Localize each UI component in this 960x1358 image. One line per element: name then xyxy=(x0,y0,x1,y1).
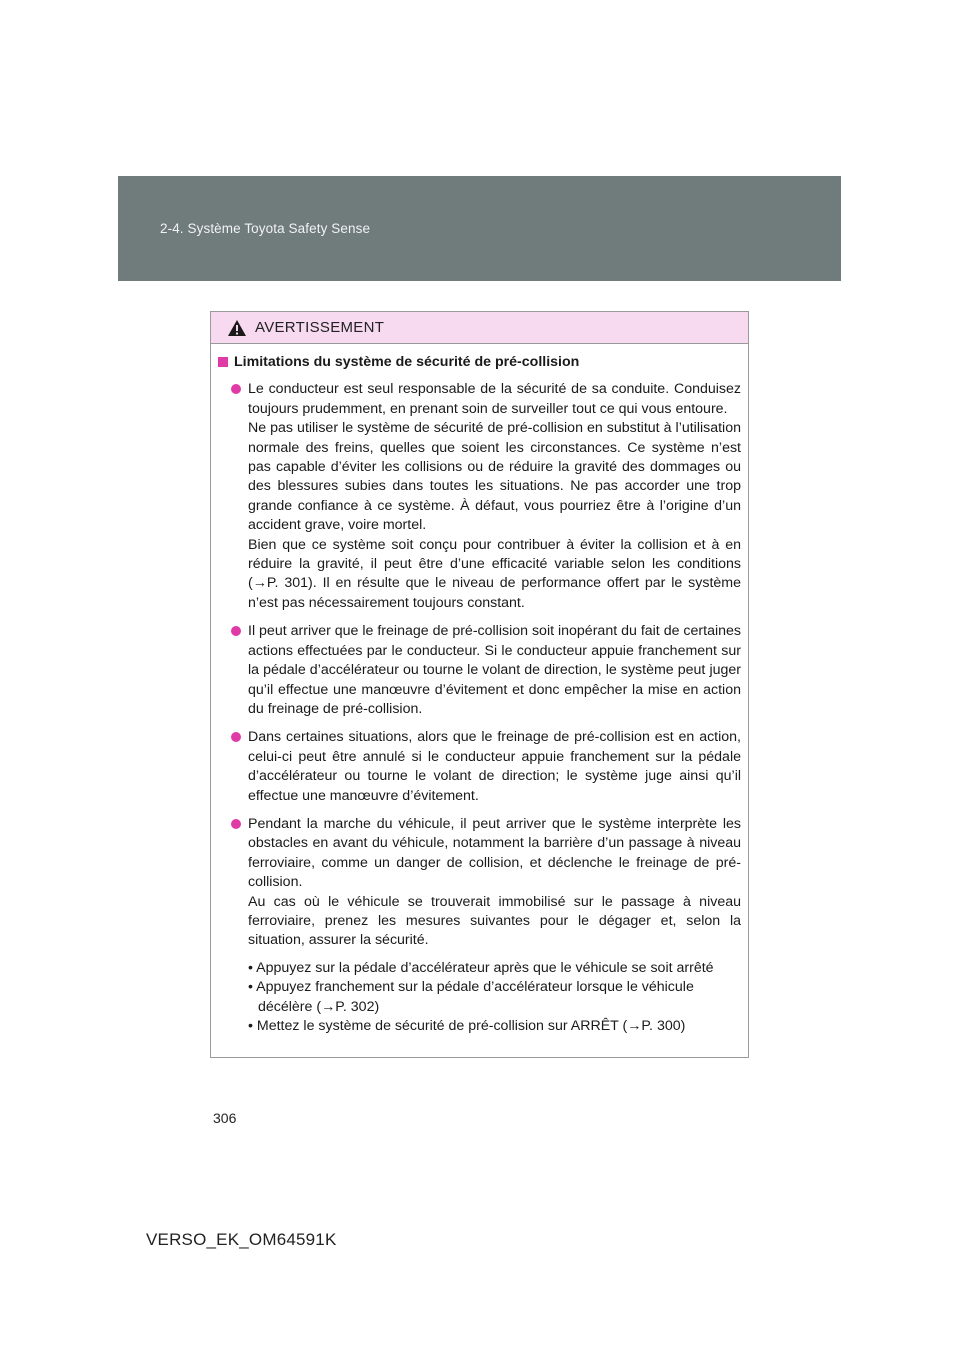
round-bullet-icon xyxy=(231,626,241,636)
warning-body xyxy=(211,344,748,1036)
item-paragraph: Ne pas utiliser le système de sécurité de pré-collision en substitut à l’utilisation normale des freins, quelles que soient les circonstances. Ce système n’est pas capable d’éviter les collisions ou de réduire la gravité des dommages ou des blessures subies dans toutes les situations. Ne pas accorder une trop grande confiance à ce système. À défaut, vous pourriez être à l’origine d’un accident grave, voire mortel. xyxy=(248,420,741,534)
warning-item xyxy=(231,815,741,1036)
action-list xyxy=(248,959,741,1037)
round-bullet-icon xyxy=(231,819,241,829)
warning-item xyxy=(231,622,741,719)
action-list-item: • Mettez le système de sécurité de pré-collision sur ARRÊT (→P. 300) xyxy=(248,1018,686,1034)
item-paragraph: Le conducteur est seul responsable de la sécurité de sa conduite. Conduisez toujours prudemment, en prenant soin de surveiller tout ce qui vous entoure. xyxy=(248,381,741,417)
round-bullet-icon xyxy=(231,732,241,742)
warning-box xyxy=(210,311,749,1058)
item-paragraph: Bien que ce système soit conçu pour contribuer à éviter la collision et à en réduire la gravité, il peut être d’une efficacité variable selon les conditions (→P. 301). Il en résulte que le niveau de performance offert par le système n’est pas nécessairement toujours constant. xyxy=(248,536,741,611)
section-header-band xyxy=(118,176,841,281)
page-number: 306 xyxy=(213,1110,237,1126)
round-bullet-icon xyxy=(231,384,241,394)
warning-item xyxy=(231,380,741,613)
warning-header xyxy=(211,312,748,344)
action-list-item: • Appuyez sur la pédale d’accélérateur après que le véhicule se soit arrêté xyxy=(248,959,714,976)
action-list-item: • Appuyez franchement sur la pédale d’accélérateur lorsque le véhicule décélère (→P. 302) xyxy=(248,979,694,1015)
warning-triangle-icon xyxy=(227,319,247,337)
warning-heading-text: Limitations du système de sécurité de pré-collision xyxy=(234,354,580,370)
square-bullet-icon xyxy=(218,357,228,367)
item-paragraph: Dans certaines situations, alors que le freinage de pré-collision est en action, celui-ci peut être annulé si le conducteur appuie franchement sur la pédale d’accélérateur ou tourne le volant de direction; le système juge ainsi qu’il effectue une manœuvre d’évitement. xyxy=(248,729,741,804)
section-title: 2-4. Système Toyota Safety Sense xyxy=(160,221,371,236)
item-paragraph: Il peut arriver que le freinage de pré-collision soit inopérant du fait de certaines actions effectuées par le conducteur. Si le conducteur appuie franchement sur la pédale d’accélérateur ou tourne le volant de direction, le système peut juger qu’il effectue une manœuvre d’évitement et donc empêcher la mise en action du freinage de pré-collision. xyxy=(248,623,741,717)
warning-item xyxy=(231,728,741,806)
warning-heading xyxy=(216,353,741,372)
item-paragraph: Pendant la marche du véhicule, il peut arriver que le système interprète les obstacles en avant du véhicule, notamment la barrière d’un passage à niveau ferroviaire, comme un danger de collision, et déclenche le freinage de pré-collision. xyxy=(248,815,741,891)
warning-title: AVERTISSEMENT xyxy=(255,319,385,336)
item-paragraph: Au cas où le véhicule se trouverait immobilisé sur le passage à niveau ferroviaire, prenez les mesures suivantes pour le dégager et, selon la situation, assurer la sécurité. xyxy=(248,893,741,949)
document-code: VERSO_EK_OM64591K xyxy=(146,1230,337,1249)
